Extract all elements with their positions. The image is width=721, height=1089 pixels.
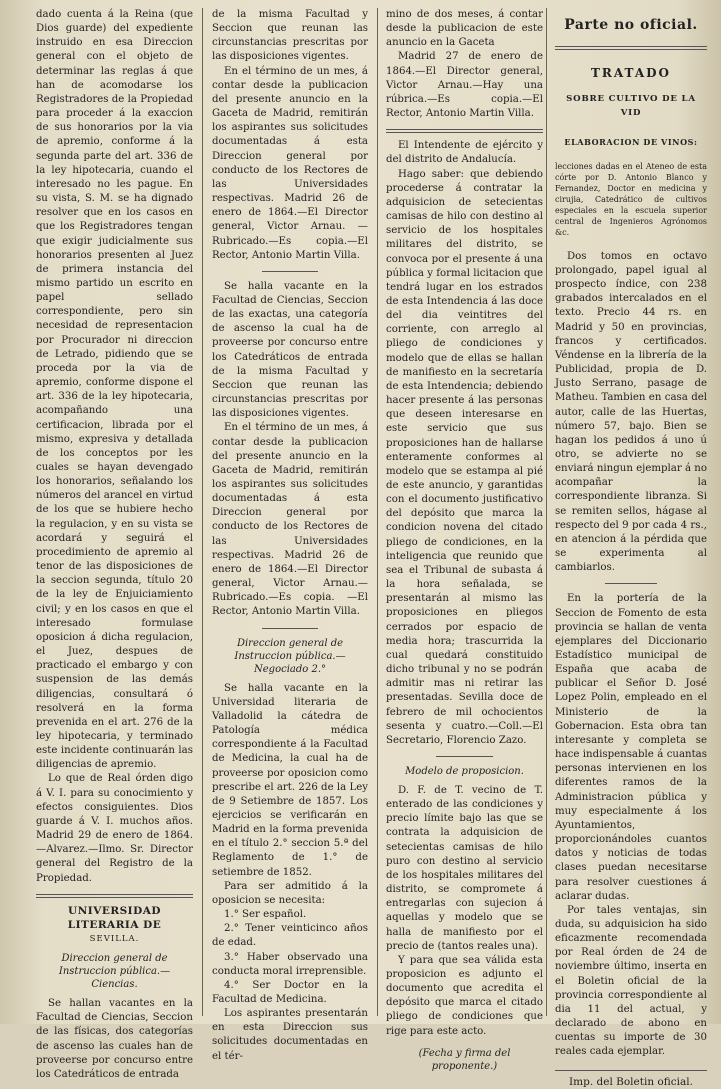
- paragraph: Los aspirantes presentarán en esta Direccion sus solicitudes documentadas en el tér-: [212, 1008, 368, 1062]
- section-subheading: Modelo de proposicion.: [405, 765, 524, 777]
- paragraph: Se hallan vacantes en la Facultad de Ciencias, Seccion de las físicas, dos categorías de ascenso las cuales han de proveerse por concurso entre los Catedráticos de entrada: [36, 998, 193, 1080]
- paragraph: dado cuenta á la Reina (que Dios guarde) del expediente instruido en esa Direccion general con el objeto de determinar las reglas á que han de acomodarse los Registradores de la Propiedad para proceder á la exaccion de sus honorarios por la via de apremio, conforme á la segunda parte del art. 336 de la ley hipotecaria, cuando el interesado no les pague. En su vista, S. M. se ha dignado resolver que en los casos en que los Registradores tengan que exigir judicialmente sus honorarios presenten al Juez de primera instancia del mismo partido un escrito en papel sellado correspondiente, pero sin necesidad de representacion por Procurador ni direccion de Letrado, pidiendo que se proceda por la via de apremio, conforme dispone el art. 336 de la ley hipotecaria, acompañando una certificacion, librada por el mismo, expresiva y detallada de los conceptos por les cuales se hayan devengado los honorarios, señalando los números del arancel en virtud de los que se hubiere hecho la regulacion, y en su vista se acordará y seguirá el procedimiento de apremio al tenor de las disposiciones de la seccion segunda, título 20 de la ley de Enjuiciamiento civil; y en los casos en que el interesado formulase oposicion á dicha regulacion, el Juez, despues de practicado el embargo y con suspension de las demás diligencias, consultará ó resolverá en la forma prevenida en el art. 276 de la ley hipotecaria, y terminado este incidente continuarán las diligencias de apremio.: [36, 9, 193, 771]
- book-subtitle: SOBRE CULTIVO DE LA VID: [566, 94, 696, 119]
- column-rule: [377, 8, 378, 1016]
- paragraph: Se halla vacante en la Facultad de Ciencias, Seccion de las exactas, una categoría de ascenso la cual ha de proveerse por concurso entre los Catedráticos de entrada de la misma Facultad y Seccion que reunan las circunstancias prescritas por las disposiciones vigentes.: [212, 280, 368, 420]
- book-subtitle-2: ELABORACION DE VINOS:: [564, 136, 698, 147]
- paragraph: Hago saber: que debiendo procederse á contratar la adquisicion de setecientas camisas de hilo con destino al servicio de los hospitales militares del distrito, se convoca por el presente á una pública y formal licitacion que tendrá lugar en los estrados de esta Intendencia á las doce del dia veintitres del corriente, con arreglo al pliego de condiciones y modelo que de ellas se hallan de manifiesto en la secretaría de esta Intendencia; debiendo hacer presente á las personas que deseen interesarse en este servicio que sus proposiciones han de hallarse enteramente conformes al modelo que se estampa al pié de este anuncio, y garantidas con el documento justificativo del depósito que marca la condicion novena del citado pliego de condiciones, en la inteligencia que reunido que sea el Tribunal de subasta á la hora señalada, se presentarán al mismo las proposiciones en pliegos cerrados por espacio de media hora; trascurrida la cual quedará constituido dicho tribunal y no se podrán admitir mas ni retirar las presentadas. Sevilla doce de febrero de mil ochocientos sesenta y cuatro.—Coll.—El Secretario, Florencio Zazo.: [386, 168, 543, 746]
- paragraph: Madrid 27 de enero de 1864.—El Director general, Victor Arnau.—Hay una rúbrica.—Es copia.—El Rector, Antonio Martin Villa.: [386, 51, 543, 120]
- divider: [436, 756, 493, 757]
- paragraph: de la misma Facultad y Seccion que reunan las circunstancias prescritas por las disposiciones vigentes.: [212, 9, 368, 63]
- signature-note: (Fecha y firma del proponente.): [418, 1047, 511, 1072]
- printer-imprint: Imp. del Boletin oficial.: [569, 1075, 693, 1088]
- column-rule: [202, 8, 203, 1016]
- section-title: Parte no oficial.: [564, 17, 698, 33]
- book-title: TRATADO: [591, 66, 671, 81]
- list-item: 2.° Tener veinticinco años de edad.: [212, 923, 368, 949]
- section-divider: [36, 894, 193, 898]
- column-rule: [546, 8, 547, 1016]
- list-item: 3.° Haber observado una conducta moral irreprensible.: [212, 951, 368, 977]
- section-divider: [555, 46, 707, 50]
- divider: [262, 271, 318, 272]
- paragraph: Se halla vacante en la Universidad literaria de Valladolid la cátedra de Patología médica correspondiente á la Facultad de Medicina, la cual ha de proveerse por oposicion como prescribe el art. 226 de la Ley de 9 Setiembre de 1857. Los ejercicios se verificarán en Madrid en la forma prevenida en el título 2.° seccion 5.ª del Reglamento de 1.° de setiembre de 1852.: [212, 682, 368, 878]
- section-subheading: Direccion general de Instruccion pública.—Ciencias.: [58, 953, 171, 991]
- section-heading: UNIVERSIDAD LITERARIA DE: [67, 904, 162, 931]
- paragraph: En el término de un mes, á contar desde la publicacion del presente anuncio en la Gaceta de Madrid, remitirán los aspirantes sus solicitudes documentadas á esta Direccion general por conducto de los Rectores de las Universidades respectivas. Madrid 26 de enero de 1864.—El Director general, Victor Arnau. —Rubricado.—Es copia.—El Rector, Antonio Martin Villa.: [212, 65, 368, 261]
- column-2: [212, 8, 368, 1062]
- paragraph: El Intendente de ejército y del distrito de Andalucía.: [386, 140, 543, 166]
- section-divider: [386, 129, 543, 133]
- column-4: [555, 8, 707, 1088]
- divider: [555, 1070, 707, 1071]
- paragraph: Lo que de Real órden digo á V. I. para su conocimiento y efectos consiguientes. Dios guarde á V. I. muchos años. Madrid 29 de enero de 1864.—Alvarez.—Ilmo. Sr. Director general del Registro de la Propiedad.: [36, 773, 193, 884]
- section-heading-city: SEVILLA.: [89, 934, 140, 944]
- paragraph: D. F. de T. vecino de T. enterado de las condiciones y precio límite bajo las que se contrata la adquisicion de setecientas camisas de hilo puro con destino al servicio de los hospitales militares del distrito, se compromete á entregarlas con sujecion á aquellas y modelo que se halla de manifiesto por el precio de (tantos reales una).: [386, 784, 543, 952]
- list-item: 1.° Ser español.: [224, 909, 307, 921]
- paragraph: En el término de un mes, á contar desde la publicacion del presente anuncio en la Gaceta de Madrid, remitirán los aspirantes sus solicitudes documentadas á esta Direccion general por conducto de los Rectores de las Universidades respectivas. Madrid 26 de enero de 1864.—El Director general, Victor Arnau.—Rubricado.—Es copia. —El Rector, Antonio Martin Villa.: [212, 422, 368, 618]
- book-description: lecciones dadas en el Ateneo de esta córte por D. Antonio Blanco y Fernandez, Doctor en medicina y cirujia, Catedrático de cultivos especiales en la escuela superior central de Ingenieros Agrónomos &c.: [555, 161, 707, 237]
- column-1: [36, 8, 193, 1080]
- paragraph: Y para que sea válida esta proposicion es adjunto el documento que acredita el depósito que marca el citado pliego de condiciones que rige para este acto.: [386, 954, 543, 1037]
- paragraph: mino de dos meses, á contar desde la publicacion de este anuncio en la Gaceta: [386, 9, 543, 49]
- divider: [262, 628, 318, 629]
- paragraph: En la portería de la Seccion de Fomento de esta provincia se hallan de venta ejemplares del Diccionario Estadístico municipal de España que acaba de publicar el Señor D. José Lopez Polin, empleado en el Ministerio de la Gobernacion. Esta obra tan interesante y completa se hace indispensable á cuantas personas intervienen en los diferentes ramos de la Administracion pública y muy especialmente á los Ayuntamientos, proporcionándoles cuantos datos y noticias de todas clases puedan necesitarse para resolver cuestiones á aclarar dudas.: [555, 593, 707, 902]
- paragraph: Por tales ventajas, sin duda, su adquisicion ha sido eficazmente recomendada por Real órden de 24 de noviembre último, inserta en el Boletin oficial de la provincia correspondiente al dia 11 del actual, y declarado de abono en cuentas su importe de 30 reales cada ejemplar.: [555, 904, 707, 1058]
- section-subheading: Direccion general de Instruccion pública.—Negociado 2.°: [234, 637, 346, 675]
- divider: [605, 583, 657, 584]
- list-item: 4.° Ser Doctor en la Facultad de Medicina.: [212, 979, 368, 1005]
- paragraph: Para ser admitido á la oposicion se necesita:: [212, 880, 368, 906]
- column-3: [386, 8, 543, 1072]
- paragraph: Dos tomos en octavo prolongado, papel igual al prospecto índice, con 238 grabados intercalados en el texto. Precio 44 rs. en Madrid y 50 en provincias, francos y certificados. Véndense en la librería de la Publicidad, propia de D. Justo Serrano, pasage de Matheu. Tambien en casa del autor, calle de las Huertas, número 57, bajo. Bien se hagan los pedidos á uno ú otro, se advierte no se enviará ningun ejemplar á no acompañar la correspondiente libranza. Si se remiten sellos, hágase al respecto del 9 por cada 4 rs., en atencion á la pérdida que se experimenta al cambiarlos.: [555, 250, 707, 574]
